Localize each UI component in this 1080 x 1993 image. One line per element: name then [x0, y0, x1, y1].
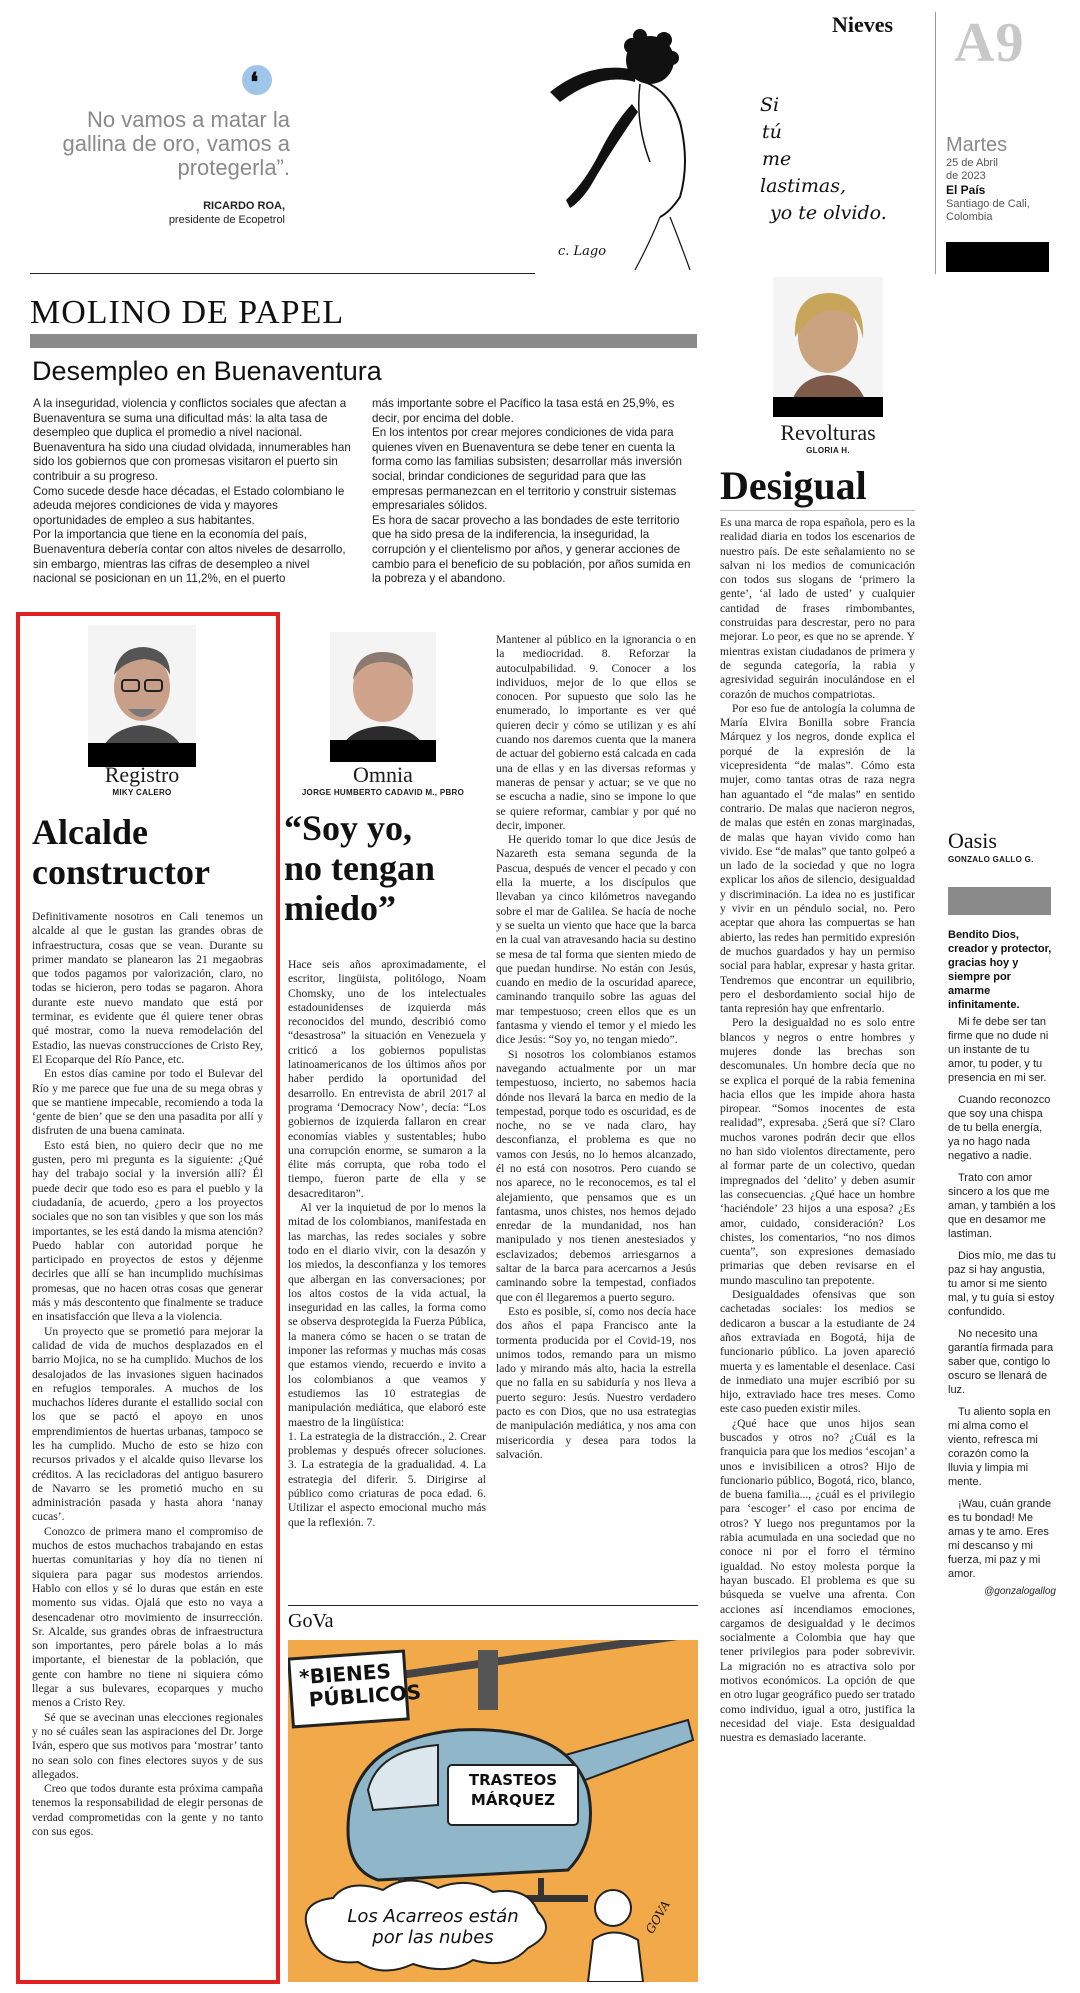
molino-paragraph: A la inseguridad, violencia y conflictos sociales que afectan a Buenaventura se suma una dificultad más: la alta tasa de desempleo que duplica el promedio a nivel nacional. [33, 397, 347, 440]
molino-col-2 [372, 397, 694, 587]
revolturas-author: GLORIA H. [806, 446, 850, 455]
oasis-paragraph: Cuando reconozco que soy una chispa de tu bella energía, ya no hago nada negativo a nadie. [948, 1094, 1051, 1162]
registro-author-photo [88, 625, 196, 767]
quote-role: presidente de Ecopetrol [168, 214, 285, 226]
molino-paragraph: Buenaventura ha sido una ciudad olvidada, innumerables han sido los gobiernos que con promesas visitaron el puerto sin contribuir a su progreso. [33, 440, 351, 483]
weekday: Martes [946, 134, 1008, 156]
registro-paragraph: Un proyecto que se prometió para mejorar la calidad de vida de muchos desplazados en el barrio Mojica, no se ha cumplido. Muchos de los desalojados de las invasiones siguen hacinados en refugios temporales. A muchos de los muchachos líderes durante el estallido social con los que se pactó el apoyo en unos emprendimientos de huertas urbanas, tampoco se les ha cumplido. Mucho de esto se hizo con recursos privados y el alcalde quiso llevarse los créditos. A las recicladoras del antiguo basurero de Navarro se les prometió mucho en su administración pasada y hasta ahora ‘nanay cucas’. [32, 1324, 263, 1524]
molino-paragraph: Como sucede desde hace décadas, el Estado colombiano le adeuda mejores condiciones de vida y mayores oportunidades de empleo a sus habitantes. [33, 484, 345, 527]
sign-line: *BIENES [298, 1658, 392, 1690]
portrait-illustration [773, 277, 883, 417]
revolturas-paragraph: Desigualdades ofensivas que son cachetadas sociales: los medios se dedicaron a buscar a la estudiante de 24 años extraviada en Bogotá, hija de funcionario público. La joven apareció muerta y es lamentable el desenlace. Casi de inmediato una mujer escribió por su hijo, extraviado hace tres meses. Como este caso pueden existir miles. [720, 1288, 915, 1416]
oasis-paragraph: Dios mío, me das tu paz si hay angustia, tu amor si me siento mal, y tu guía si estoy confundido. [948, 1250, 1056, 1318]
molino-paragraph: En los intentos por crear mejores condiciones de vida para quienes viven en Buenaventura se debe tener en cuenta la forma como las familias subsisten; desarrollar más inversión social, brindar condiciones de seguridad para que las empresas permanezcan en el territorio y construir sistemas empresariales sólidos. [372, 426, 682, 513]
revolturas-headline: Desigual [720, 463, 867, 508]
heli-line: TRASTEOS [468, 1771, 558, 1789]
molino-section-title: MOLINO DE PAPEL [30, 294, 345, 331]
omnia-col-1 [288, 958, 486, 1530]
date-line: 25 de Abril [946, 157, 998, 169]
headline-line: miedo” [284, 888, 396, 928]
revolturas-paragraph: Pero la desigualdad no es solo entre blancos y negros o entre hombres y mujeres donde las brechas son descomunales. Un hombre decía que no se explica el porqué de la rabia femenina hacia ellos que les impide ahora hasta piropear. “Somos inocentes de esta realidad”, expresaba. ¿Será que sí? Claro muchos varones podrán decir que ellos no han sido violentos directamente, pero al formar parte de un colectivo, quedan impregnados del ‘delito’ y deben asumir las consecuencias. ¿Qué hace un hombre ‘haciéndole’ 23 hijos a una esposa? ¿Es amor, cuidado, consideración? Los chistes, los comentarios, “no nos dimos cuenta”, son expresiones demasiado primarias que deben revisarse en el mundo masculino tan prepotente. [720, 1016, 915, 1287]
revolturas-rule [720, 510, 915, 511]
registro-body [32, 910, 263, 1839]
revolturas-body [720, 516, 915, 1746]
revolturas-paragraph: Es una marca de ropa española, pero es la realidad diaria en todos los escenarios de nuestro país. De este señalamiento no se salvan ni los medios de comunicación con todos sus slogans de ‘primero la gente’, ‘al lado de usted’ y cualquier cantidad de frases rimbombantes, construidas para descrestar, pero no para mejorar. Lo peor, es que no se aprende. Y mientras existan ciudadanos de primera y de segunda categoría, la rabia y agresividad seguirán inoculándose en el corazón de muchos compatriotas. [720, 516, 915, 701]
molino-paragraph: Es hora de sacar provecho a las bondades de este territorio que ha sido presa de la indiferencia, la inseguridad, la corrupción y el clientelismo por años, y generar acciones de cambio para el beneficio de su población, por años sumida en la pobreza y el abandono. [372, 513, 691, 586]
oasis-paragraph: Tu aliento sopla en mi alma como el viento, refresca mi corazón como la lluvia y limpia mi mente. [948, 1406, 1051, 1488]
headline-line: Alcalde [32, 812, 148, 852]
nieves-cartoon [540, 12, 930, 274]
molino-col-1 [33, 397, 353, 587]
caption-line: me [762, 148, 792, 170]
quote-author: RICARDO ROA, [203, 200, 285, 212]
heli-line: MÁRQUEZ [470, 1791, 556, 1809]
headline-line: “Soy yo, [284, 808, 413, 848]
oasis-handle: @gonzalogallog [984, 1586, 1056, 1597]
caption-line: tú [762, 121, 782, 143]
revolturas-column-name: Revolturas [780, 420, 876, 445]
omnia-paragraph: He querido tomar lo que dice Jesús de Nazareth esta semana segunda de la Pascua, después de vencer el pecado y con ella la muerte, a los discípulos que llevaban ya cinco kilómetros navegando sobre el mar de Galilea. Se hacía de noche y se suelta un viento que hace que la barca en la cual van atravesando hacia su destino se mesa de tal forma que sienten miedo de que puedan hundirse. No están con Jesús, cuando en medio de la oscuridad aparece, caminando tranquilo sobre las aguas del mar tempestuoso; creen ellos que es un fantasma y viendo el temor y el miedo les dice Jesús: “Soy yo, no tengan miedo”. [496, 833, 696, 1047]
registro-paragraph: En estos días camine por todo el Bulevar del Río y me parece que fue una de su mega obras y que se mantiene impecable, recomiendo a toda la ‘gente de bien’ que se den una pasadita por allí y disfruten de una buena caminata. [32, 1067, 263, 1138]
oasis-author: GONZALO GALLO G. [948, 855, 1034, 864]
registro-paragraph: Conozco de primera mano el compromiso de muchos de estos muchachos trabajando en estas huertas comunitarias y hoy día no tienen ni siquiera para pagar sus modestos arriendos. Hablo con ellos y sé lo duras que están en este momento sus vidas. Ojalá que esto no vaya a desencadenar otro movimiento de insurrección. Sr. Alcalde, sus grandes obras de infraestructura son importantes, pero párele bolas a lo más importante, el bienestar de la población, que gente con hambre no tiene ni siquiera cómo llegar a sus bulevares, ecoparques y mucho menos a Cristo Rey. [32, 1524, 263, 1710]
oasis-gray-bar [948, 887, 1051, 915]
omnia-paragraph: Mantener al público en la ignorancia o en la mediocridad. 8. Reforzar la autoculpabilidad. 9. Conocer a los individuos, mejor de lo que ellos se conocen. Por supuesto que solo las he enumerado, lo importante es ver qué quieren decir y cómo se utilizan y es ahí cuando nos daremos cuenta que la manera de actuar del gobierno está calcada en cada una de ellas y en las diversas reformas y maneras de pensar y actuar; se ve que no se escucha a nadie, sino se impone lo que se quiere reformar, cambiar y por qué no decir, imponer. [496, 633, 696, 832]
registro-paragraph: Definitivamente nosotros en Cali tenemos un alcalde al que le gustan las grandes obras de infraestructura, cosas que se vean. Durante su primer mandato se planearon las 21 megaobras que todos pagamos por valorización, claro, no todas se hicieron, pero todas se pagaron. Ahora durante este nuevo mandato que está por terminar, es evidente que él quiere tener obras qué mostrar, como la nueva remodelación del Estadio, las nuevas construcciones de Cristo Rey, El Ecoparque del Río Pance, etc. [32, 910, 263, 1066]
sign-line: PÚBLICOS [308, 1679, 422, 1712]
photo-black-bar [330, 740, 436, 762]
caption-line: lastimas, [760, 175, 847, 197]
dateline-black-bar [946, 242, 1049, 272]
oasis-paragraph: ¡Wau, cuán grande es tu bondad! Me amas y te amo. Eres mi descanso y mi fuerza, mi paz y mi amor. [948, 1498, 1052, 1580]
gova-label: GoVa [288, 1610, 334, 1632]
omnia-paragraph: Al ver la inquietud de por lo menos la mitad de los colombianos, manifestada en las marchas, las redes sociales y sobre todo en el diario vivir, con la desazón y los miedos, la desconfianza y los temores que albergan en las conversaciones; por los altos costos de la vida actual, la inseguridad en las calles, la forma como se observa desprotegida la Fuerza Pública, la manera cómo se hacen o se tratan de imponer las reformas y muchas más cosas que estamos viendo, recuerdo e invito a los colombianos a que veamos y estudiemos las 10 estrategias de manipulación mediática, que elaboró este maestro de la lingüística: [288, 1201, 486, 1429]
revolturas-paragraph: Por eso fue de antología la columna de María Elvira Bonilla sobre Francia Márquez y los negros, donde explica el porqué de la expresión de la vicepresidenta “de malas”. Cómo esta mujer, como tantas otras de raza negra han aguantado el “de malas” en sentido contrario. De malas que nacieron negros, de malas que estén en zonas marginadas, de malas que hayan vivido como han vivido. Ese “de malas” que tanto golpeó a un lado de la sociedad y que no logra explicar los años de silencio, desigualdad y discriminación. La idea no es justificar y vivir en un péndulo social, no. Pero aceptar que ahora las compuertas se han abierto, las redes han permitido expresión de muchos guardados y hay un permiso social para hablar, expresar y hasta gritar. Tendremos que encontrar un equilibrio, pero el desbordamiento social hijo de tanta represión hay que enfrentarlo. [720, 701, 915, 1016]
city-line: Colombia [946, 211, 993, 223]
quote-icon: ❛ [242, 65, 272, 95]
molino-headline: Desempleo en Buenaventura [32, 356, 382, 386]
omnia-headline [284, 808, 435, 928]
section-name: Nieves [832, 12, 894, 37]
molino-paragraph: más importante sobre el Pacífico la tasa está en 25,9%, es decir, por encima del doble. [372, 397, 675, 425]
molino-gray-rule [30, 334, 697, 348]
quote-text: No vamos a matar la gallina de oro, vamos a protegerla”. [62, 107, 290, 180]
date-line: de 2023 [946, 170, 986, 182]
revolturas-paragraph: ¿Qué hace que unos hijos sean buscados y otros no? ¿Cuál es la franquicia para que los medios ‘escojan’ a unos e invisibilicen a otros? Hijo de funcionario público, Bogotá, rico, blanco, de buena familia..., ¿cuál es el privilegio para ‘escoger’ el caso por encima de otros? Y luego nos preguntamos por la rabia acumulada en una sociedad que no conoce ni por el forro el término igualdad. No estoy molesta porque la hayan buscado. El problema es que su búsqueda se vuelve una afrenta. Con acciones así incendiamos emociones, cargamos de desigualdad y le decimos socialmente a Colombia que hay que tener privilegios para poder sobrevivir. La migración no es atractiva solo por motivos económicos. La opción de que en otro lugar geográfico puedo ser tratado como individuo, igual a otro, justifica la necesidad del viaje. Esta desigualdad nuestra es demasiado lacerante. [720, 1416, 915, 1745]
omnia-author: JORGE HUMBERTO CADAVID M., PBRO [301, 788, 465, 797]
omnia-column-name: Omnia [353, 762, 413, 787]
omnia-author-photo [330, 632, 436, 762]
caption-line: Si [760, 94, 780, 116]
gova-signature: GOVA [642, 1898, 673, 1936]
revolturas-author-photo [773, 277, 883, 417]
oasis-paragraph: No necesito una garantía firmada para saber que, contigo lo oscuro se llenará de luz. [948, 1328, 1054, 1396]
registro-author: MIKY CALERO [112, 788, 172, 797]
cloud-line: Los Acarreos están [347, 1906, 519, 1927]
oasis-paragraph: Trato con amor sincero a los que me aman, y también a los que en desamor me lastiman. [948, 1172, 1056, 1240]
omnia-paragraph: Si nosotros los colombianos estamos navegando actualmente por un mar tempestuoso, incierto, no sabemos hacia dónde nos llevará la barca en medio de la tempestad, porque todo es oscuridad, es de noche, no se ve nada claro, hay desconfianza, el problema es que no vamos con Jesús, no lo hemos alcanzado, él no está con nosotros. Pero cuando se nos aparece, no le reconocemos, es tal el alejamiento, que pensamos que es un fantasma, unos chistes, nos hemos dejado enredar de la mundanidad, nos han manipulado y nos tienen anestesiados y esclavizados; debemos arriesgarnos a saltar de la barca para acercarnos a Jesús caminando sobre la tempestad, confiados que con él llegaremos a puerto seguro. [496, 1047, 696, 1304]
registro-paragraph: Sé que se avecinan unas elecciones regionales y no sé cuáles sean las aspiraciones del Dr. Jorge Iván, espero que sus motivos para ‘mostrar’ tanto no sean solo con fines electores suyos y de sus allegados. [32, 1710, 263, 1781]
registro-paragraph: Esto está bien, no quiero decir que no me gusten, pero mi pregunta es la siguiente: ¿Qué hay del trabajo social y la inversión allí? Él puede decir que todo eso es para el pueblo y la ciudadanía, de acuerdo, ¿pero a los proyectos sociales que no son tan visibles y que son los más importantes, se les está dando la misma atención? Puedo hablar con autoridad porque he participado en proyectos de estos y déjenme decirles que allí se han incumplido muchísimas promesas, que no hacen otras cosas que generar más y más descontento que finalmente se traduce en insatisfacción que lleva a la violencia. [32, 1138, 263, 1324]
page-number: A9 [954, 12, 1025, 74]
cartoonist-signature: c. Lago [558, 244, 607, 259]
quote-block [30, 60, 290, 235]
dateline-divider [935, 12, 936, 274]
dateline-block [946, 8, 1071, 278]
registro-headline [32, 812, 210, 892]
gova-cartoon [288, 1640, 698, 1982]
oasis-body [948, 1015, 1056, 1599]
city-line: Santiago de Cali, [946, 198, 1030, 210]
omnia-paragraph: 1. La estrategia de la distracción., 2. Crear problemas y después ofrecer soluciones. 3. La estrategia de la gradualidad. 4. La estrategia del diferir. 5. Dirigirse al público como criaturas de poca edad. 6. Utilizar el aspecto emocional mucho más que la reflexión. 7. [288, 1429, 486, 1529]
top-left-rule [30, 273, 535, 274]
molino-paragraph: Por la importancia que tiene en la economía del país, Buenaventura debería contar con altos niveles de desarrollo, sin embargo, mientras las cifras de desempleo a nivel nacional se posicionan en un 11,2%, en el puerto [33, 528, 346, 586]
gova-sign-text [299, 1658, 422, 1712]
gova-top-rule [288, 1605, 698, 1606]
caption-line: yo te olvido. [770, 202, 887, 224]
omnia-paragraph: Esto es posible, sí, como nos decía hace dos años el papa Francisco ante la tormenta producida por el Covid-19, nos unimos todos, remando para un mismo lado y mirando más alto, hacia la estrella que no falla en su sabiduría y nos lleva a puerto seguro: Jesús. Nuestro verdadero pacto es con Dios, que no usa estrategias de manipulación mediática, y nos ama con misericordia y desea para todos la salvación. [496, 1304, 696, 1461]
paper-name: El País [946, 183, 986, 197]
registro-paragraph: Creo que todos durante esta próxima campaña tenemos la responsabilidad de elegir personas de verdad comprometidas con la gente y no tanto con sus egos. [32, 1782, 263, 1838]
omnia-paragraph: Hace seis años aproximadamente, el escritor, lingüista, politólogo, Noam Chomsky, uno de los intelectuales estadounidenses de izquierda más reconocidos del mundo, describió como “desastrosa” la situación en Venezuela y criticó a los gobiernos populistas latinoamericanos de los últimos años por haber perdido la oportunidad del desarrollo. En entrevista de abril 2017 al programa ‘Democracy Now’, decía: “Los gobiernos de izquierda fallaron en crear economías viables y sustentables; hubo una corrupción enorme, se sumaron a la élite más corrupta, que roba todo el tiempo, fueron parte de ella y se desacreditaron”. [288, 958, 486, 1200]
omnia-col-2 [496, 633, 696, 1462]
gova-cloud-text [328, 1906, 538, 1948]
headline-line: constructor [32, 852, 210, 892]
photo-black-bar [773, 397, 883, 417]
headline-line: no tengan [284, 848, 436, 888]
oasis-column-name: Oasis [948, 828, 997, 853]
oasis-lead: Bendito Dios, creador y protector, gracias hoy y siempre por amarme infinitamente. [948, 929, 1052, 1011]
gova-helicopter-label [448, 1770, 578, 1810]
registro-column-name: Registro [104, 762, 180, 787]
cloud-line: por las nubes [372, 1927, 494, 1948]
nieves-caption [740, 92, 887, 227]
oasis-paragraph: Mi fe debe ser tan firme que no dude ni un instante de tu amor, tu poder, y tu presencia en mi ser. [948, 1016, 1049, 1084]
